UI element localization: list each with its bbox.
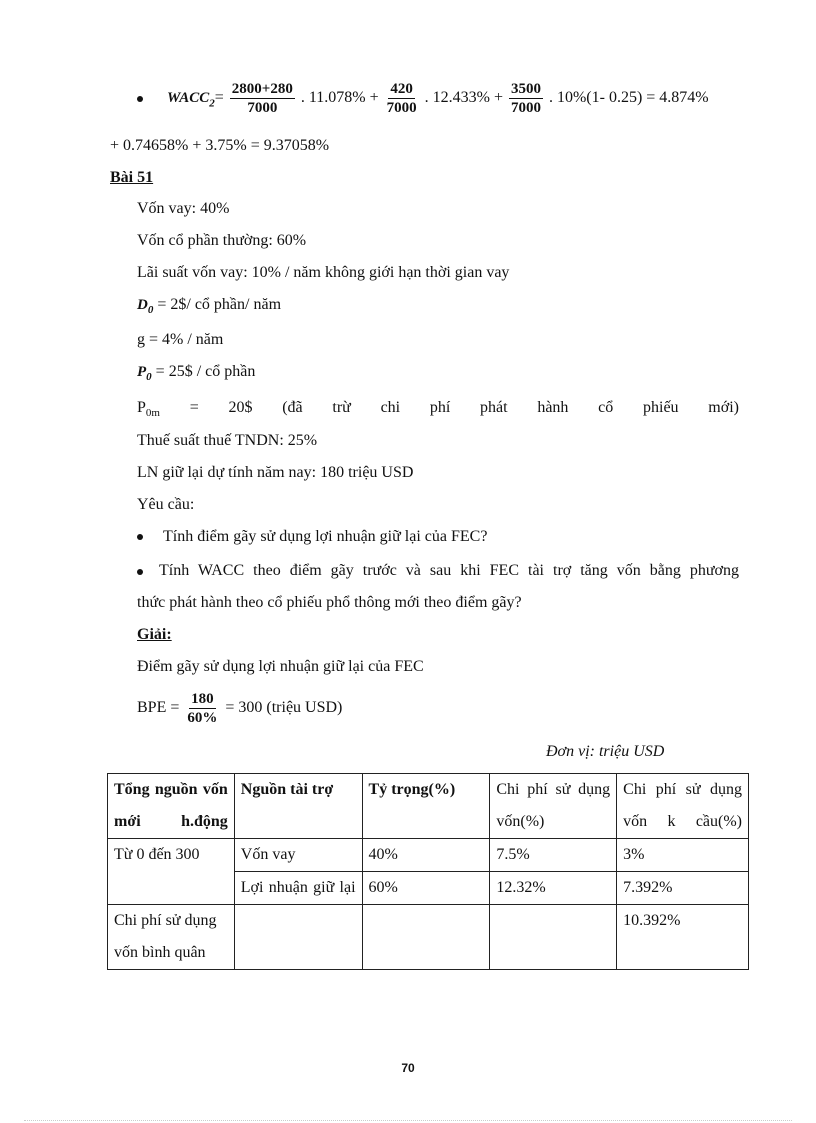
von-co-phan: Vốn cổ phần thường: 60% (137, 232, 307, 249)
p0m-symbol: $P_{0m}$ (137, 399, 160, 420)
p0-symbol: P (137, 364, 147, 380)
wacc-term-1: . 11.078% + (300, 89, 379, 107)
p0m-word: = (189, 399, 199, 416)
bpe-fraction: $\frac{180}{60\%}$ (187, 691, 218, 726)
table-cell: 7.5% (490, 839, 617, 872)
bullet-dot (137, 96, 143, 102)
bpe-label: BPE = (137, 699, 180, 717)
d0-symbol: D (137, 297, 148, 313)
table-cell: Lợi nhuận giữ lại (234, 872, 362, 905)
yeu-cau: Yêu cầu: (137, 496, 195, 513)
table-cell (362, 905, 490, 970)
bullet-dot (137, 534, 143, 540)
von-vay: Vốn vay: 40% (137, 200, 230, 217)
requirement-2: Tính WACC theo điểm gãy trước và sau khi FEC tài trợ tăng vốn bằng phương (137, 562, 739, 580)
table-cell: 60% (362, 872, 490, 905)
requirement-1: Tính điểm gãy sử dụng lợi nhuận giữ lại của FEC? (137, 528, 487, 546)
fraction-1: $\frac{2800+280}{7000}$ (231, 81, 293, 116)
d0-value: = 2$/ cổ phần/ năm (153, 296, 282, 313)
loi-nhuan-giu-lai: LN giữ lại dự tính năm nay: 180 triệu USD (137, 464, 414, 481)
header-chi-phi-k-cau: Chi phí sử dụng vốn k cầu(%) (617, 774, 749, 839)
solution-title: Giải: (137, 626, 172, 643)
lai-suat: Lãi suất vốn vay: 10% / năm không giới hạn thời gian vay (137, 264, 510, 281)
wacc-term-2: . 12.433% + (424, 89, 503, 107)
p0m-word: phí (429, 399, 451, 416)
solution-intro: Điểm gãy sử dụng lợi nhuận giữ lại của FEC (137, 658, 424, 675)
bpe-result: = 300 (triệu USD) (225, 699, 343, 717)
bullet-dot (137, 569, 143, 575)
wacc2-result-line: + 0.74658% + 3.75% = 9.37058% (110, 137, 330, 154)
table-cell: 3% (617, 839, 749, 872)
p0m-line (137, 399, 739, 419)
p0m-word: cổ (598, 399, 614, 416)
wacc-term-3: . 10%(1- 0.25) = 4.874% (548, 89, 709, 107)
avg-value-cell: 10.392% (617, 905, 749, 970)
header-tong-nguon-von: Tổng nguồn vốn mới h.động (108, 774, 235, 839)
p0m-word: trừ (332, 399, 351, 416)
growth-rate: g = 4% / năm (137, 331, 224, 348)
table-cell: 40% (362, 839, 490, 872)
header-nguon-tai-tro: Nguồn tài trợ (234, 774, 362, 839)
fraction-2: $\frac{420}{7000}$ (386, 81, 417, 116)
page-number: 70 (401, 1061, 415, 1075)
wacc-equals: = (214, 89, 224, 107)
requirement-2-cont: thức phát hành theo cổ phiếu phổ thông mới theo điểm gãy? (137, 594, 522, 611)
table-row (108, 905, 749, 970)
table-row (108, 839, 749, 872)
bpe-formula (137, 690, 342, 727)
avg-label-cell: Chi phí sử dụng vốn bình quân (108, 905, 235, 970)
header-ty-trong: Tỷ trọng(%) (362, 774, 490, 839)
p0m-word: phát (480, 399, 508, 416)
p0-value: = 25$ / cổ phần (151, 363, 256, 380)
p0m-word: 20$ (228, 399, 253, 416)
wacc-label: WACC (167, 90, 210, 107)
problem-title: Bài 51 (110, 169, 154, 186)
table-cell: 12.32% (490, 872, 617, 905)
p0-line (137, 363, 255, 383)
range-cell: Từ 0 đến 300 (108, 839, 235, 905)
wacc-subscript: 2 (209, 97, 215, 110)
p0m-word: (đã (282, 399, 303, 416)
wacc2-formula-line (137, 80, 709, 117)
header-chi-phi-su-dung-von: Chi phí sử dụng vốn(%) (490, 774, 617, 839)
d0-subscript: 0 (147, 304, 154, 317)
footer-divider (24, 1120, 792, 1121)
breakpoint-table (107, 773, 749, 970)
p0-subscript: 0 (146, 371, 152, 384)
p0m-word: mới) (708, 399, 739, 416)
table-cell (234, 905, 362, 970)
table-header-row (108, 774, 749, 839)
table-cell: 7.392% (617, 872, 749, 905)
table-cell (490, 905, 617, 970)
fraction-3: $\frac{3500}{7000}$ (510, 81, 541, 116)
thue-suat: Thuế suất thuế TNDN: 25% (137, 432, 318, 449)
p0m-word: phiếu (643, 399, 679, 416)
table-cell: Vốn vay (234, 839, 362, 872)
p0m-word: chi (380, 399, 401, 416)
p0m-word: hành (537, 399, 569, 416)
unit-label: Đơn vị: triệu USD (546, 743, 665, 760)
d0-line (137, 296, 281, 316)
